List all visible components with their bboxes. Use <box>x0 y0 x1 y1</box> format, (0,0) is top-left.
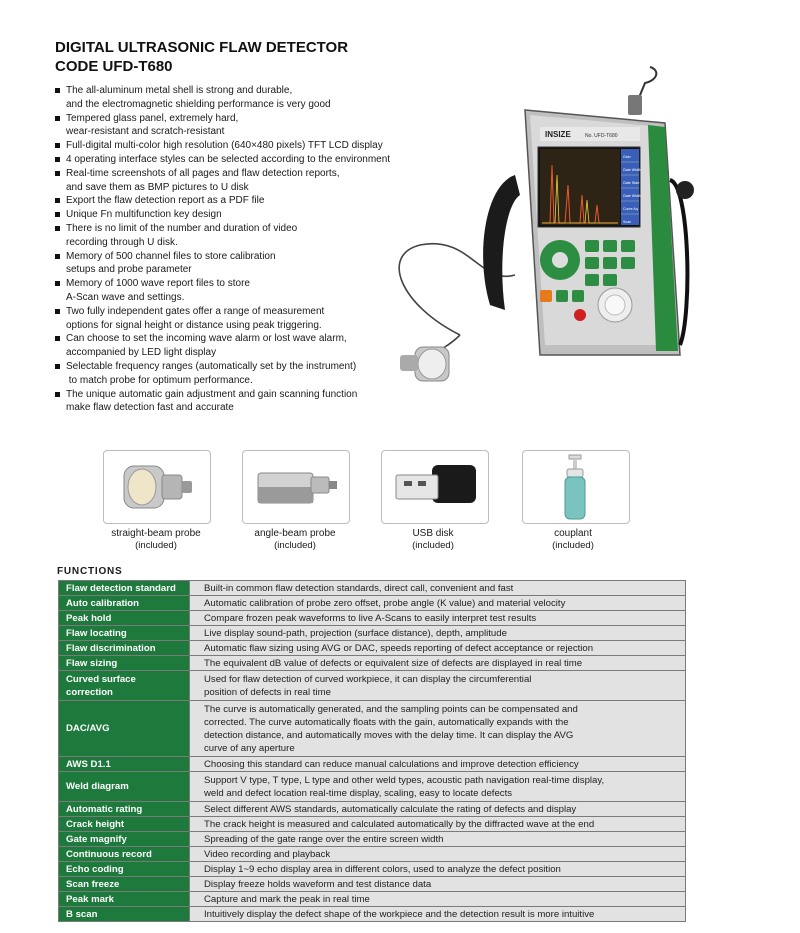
feature-item <box>55 250 415 278</box>
function-description <box>190 877 686 892</box>
device-menu-label: Gate Start <box>623 181 640 185</box>
function-name: Automatic rating <box>59 802 190 817</box>
title-line-2: CODE UFD-T680 <box>55 58 173 75</box>
function-name: Echo coding <box>59 862 190 877</box>
feature-list <box>55 84 415 415</box>
function-description <box>190 671 686 701</box>
feature-item <box>55 277 415 305</box>
function-name: Weld diagram <box>59 772 190 802</box>
feature-text: There is no limit of the number and duration of video <box>66 222 298 234</box>
function-description-line: Display 1~9 echo display area in different colors, used to analyze the defect position <box>204 863 561 875</box>
feature-text: Export the flaw detection report as a PDF file <box>66 195 265 207</box>
device-image <box>380 55 700 385</box>
function-description-line: Display freeze holds waveform and test distance data <box>204 878 432 890</box>
function-row <box>59 701 686 757</box>
accessory-image-usb-disk <box>381 450 489 524</box>
function-description-line: Built-in common flaw detection standards, direct call, convenient and fast <box>204 582 514 594</box>
function-name: AWS D1.1 <box>59 757 190 772</box>
feature-item <box>55 84 415 112</box>
feature-text: A-Scan wave and settings. <box>66 291 185 303</box>
function-description-line: curve of any aperture <box>204 742 295 754</box>
function-name: Scan freeze <box>59 877 190 892</box>
function-row <box>59 817 686 832</box>
function-row <box>59 611 686 626</box>
feature-text: Full-digital multi-color high resolution (640×480 pixels) TFT LCD display <box>66 140 383 152</box>
function-description-line: detection distance, and automatically moves with the delay time. It can display the AVG <box>204 729 574 741</box>
title-line-1: DIGITAL ULTRASONIC FLAW DETECTOR <box>55 39 349 56</box>
accessory-label-angle-beam-probe: angle-beam probe <box>254 528 336 539</box>
feature-item <box>55 305 415 333</box>
function-row <box>59 772 686 802</box>
function-row <box>59 596 686 611</box>
function-name: Crack height <box>59 817 190 832</box>
function-row <box>59 641 686 656</box>
accessory-note: (included) <box>552 540 594 551</box>
feature-text: Selectable frequency ranges (automatically set by the instrument) <box>66 360 357 372</box>
function-description-line: Spreading of the gate range over the entire screen width <box>204 833 444 845</box>
function-description <box>190 832 686 847</box>
feature-item <box>55 112 415 140</box>
model-text: No. UFD-T680 <box>585 133 618 139</box>
function-row <box>59 892 686 907</box>
feature-text: accompanied by LED light display <box>66 347 217 359</box>
function-row <box>59 832 686 847</box>
device-menu-label: Gate Width <box>623 168 641 172</box>
function-description <box>190 892 686 907</box>
feature-text: and save them as BMP pictures to U disk <box>66 181 249 193</box>
feature-text: The unique automatic gain adjustment and gain scanning function <box>66 388 358 400</box>
function-description-line: position of defects in real time <box>204 686 331 698</box>
feature-text: 4 operating interface styles can be selected according to the environment <box>66 153 391 165</box>
function-row <box>59 656 686 671</box>
page-title <box>55 38 348 76</box>
accessory-image-straight-beam-probe <box>103 450 211 524</box>
function-description-line: corrected. The curve automatically floats with the gain, automatically expands with the <box>204 716 569 728</box>
function-description-line: The crack height is measured and calculated automatically by the diffracted wave at the end <box>204 818 595 830</box>
function-name: Gate magnify <box>59 832 190 847</box>
function-name: Continuous record <box>59 847 190 862</box>
function-description-line: The curve is automatically generated, and the sampling points can be compensated and <box>204 703 578 715</box>
function-row <box>59 847 686 862</box>
feature-item <box>55 167 415 195</box>
function-description-line: Automatic calibration of probe zero offset, probe angle (K value) and material velocity <box>204 597 566 609</box>
function-row <box>59 757 686 772</box>
feature-item <box>55 208 415 222</box>
function-description <box>190 847 686 862</box>
function-row <box>59 626 686 641</box>
accessory-label-straight-beam-probe: straight-beam probe <box>111 528 201 539</box>
feature-text: Unique Fn multifunction key design <box>66 209 222 221</box>
function-row <box>59 862 686 877</box>
feature-item <box>55 139 415 153</box>
function-name: Curved surface correction <box>59 671 190 701</box>
function-row <box>59 802 686 817</box>
brand-text: INSIZE <box>545 130 571 139</box>
accessory-image-angle-beam-probe <box>242 450 350 524</box>
function-description-line: Select different AWS standards, automatically calculate the rating of defects and display <box>204 803 577 815</box>
function-description <box>190 701 686 757</box>
feature-item <box>55 194 415 208</box>
feature-text: recording through U disk. <box>66 236 178 248</box>
function-row <box>59 581 686 596</box>
function-name: Auto calibration <box>59 596 190 611</box>
feature-item <box>55 360 415 388</box>
function-description-line: Automatic flaw sizing using AVG or DAC, speeds reporting of defect acceptance or rejection <box>204 642 594 654</box>
function-row <box>59 877 686 892</box>
device-menu-label: Scan <box>623 220 632 224</box>
feature-text: make flaw detection fast and accurate <box>66 402 234 414</box>
feature-text: wear-resistant and scratch-resistant <box>66 126 225 138</box>
function-description-line: The equivalent dB value of defects or equivalent size of defects are displayed in real time <box>204 657 583 669</box>
function-description <box>190 641 686 656</box>
function-description <box>190 862 686 877</box>
feature-text: Can choose to set the incoming wave alarm or lost wave alarm, <box>66 333 347 345</box>
function-description <box>190 656 686 671</box>
accessory-label-usb-disk: USB disk <box>412 528 454 539</box>
function-name: Flaw detection standard <box>59 581 190 596</box>
function-name: Flaw sizing <box>59 656 190 671</box>
feature-text: Memory of 1000 wave report files to store <box>66 278 250 290</box>
function-description-line: Compare frozen peak waveforms to live A-Scans to easily interpret test results <box>204 612 537 624</box>
feature-item <box>55 153 415 167</box>
function-description <box>190 907 686 922</box>
accessory-label-couplant: couplant <box>554 528 592 539</box>
function-name: Peak mark <box>59 892 190 907</box>
feature-text: to match probe for optimum performance. <box>66 374 253 386</box>
feature-text: and the electromagnetic shielding performance is very good <box>66 98 331 110</box>
accessory-note: (included) <box>135 540 177 551</box>
function-description <box>190 611 686 626</box>
feature-text: The all-aluminum metal shell is strong and durable, <box>66 85 293 96</box>
function-description <box>190 626 686 641</box>
function-description-line: Video recording and playback <box>204 848 331 860</box>
accessory-note: (included) <box>274 540 316 551</box>
function-description <box>190 772 686 802</box>
function-name: Flaw locating <box>59 626 190 641</box>
accessory-note: (included) <box>412 540 454 551</box>
function-description <box>190 802 686 817</box>
device-menu-label: Gate Width <box>623 194 641 198</box>
feature-text: Tempered glass panel, extremely hard, <box>66 112 239 124</box>
feature-text: setups and probe parameter <box>66 264 192 276</box>
function-description-line: Capture and mark the peak in real time <box>204 893 370 905</box>
function-description-line: Support V type, T type, L type and other weld types, acoustic path navigation real-time display, <box>204 774 605 786</box>
device-menu-label: Gain <box>623 155 631 159</box>
feature-text: Real-time screenshots of all pages and flaw detection reports, <box>66 167 340 179</box>
feature-text: Two fully independent gates offer a range of measurement <box>66 305 325 317</box>
feature-item <box>55 332 415 360</box>
function-name: DAC/AVG <box>59 701 190 757</box>
function-description-line: weld and defect location real-time display, scaling, easy to locate defects <box>204 787 513 799</box>
function-description <box>190 581 686 596</box>
feature-item <box>55 388 415 416</box>
function-row <box>59 671 686 701</box>
function-description <box>190 596 686 611</box>
function-description-line: Live display sound-path, projection (surface distance), depth, amplitude <box>204 627 507 639</box>
functions-heading: FUNCTIONS <box>57 566 123 577</box>
function-description-line: Used for flaw detection of curved workpiece, it can display the circumferential <box>204 673 532 685</box>
function-description-line: Intuitively display the defect shape of the workpiece and the detection result is more intuitive <box>204 908 595 920</box>
function-description <box>190 757 686 772</box>
function-name: Flaw discrimination <box>59 641 190 656</box>
function-row <box>59 907 686 922</box>
function-name: Peak hold <box>59 611 190 626</box>
feature-text: options for signal height or distance using peak triggering. <box>66 319 322 331</box>
feature-text: Memory of 500 channel files to store calibration <box>66 250 276 262</box>
device-menu-label: Curve Aq <box>623 207 638 211</box>
functions-table <box>58 580 686 922</box>
function-description <box>190 817 686 832</box>
feature-item <box>55 222 415 250</box>
function-description-line: Choosing this standard can reduce manual calculations and improve detection efficiency <box>204 758 579 770</box>
function-name: B scan <box>59 907 190 922</box>
accessory-image-couplant <box>522 450 630 524</box>
probe-graphic <box>400 347 449 381</box>
